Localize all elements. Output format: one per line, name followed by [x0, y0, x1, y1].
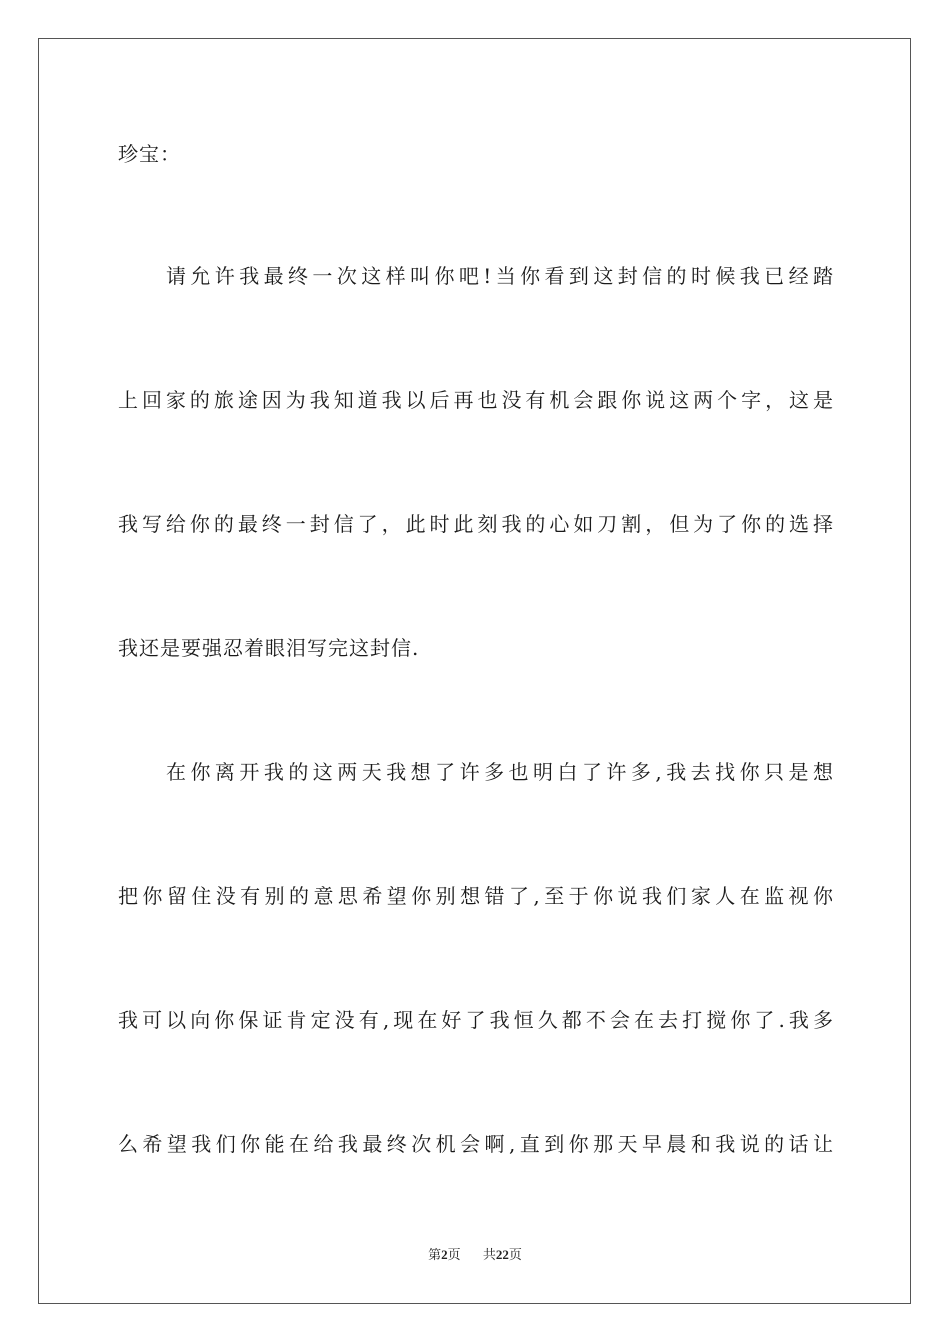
page-footer: [0, 1246, 950, 1265]
total-prefix: 共: [482, 1248, 496, 1263]
paragraph-2-line-4: 么希望我们你能在给我最终次机会啊,直到你那天早晨和我说的话让: [118, 1132, 834, 1156]
page-border: [38, 38, 911, 1304]
paragraph-1-line-2: 上回家的旅途因为我知道我以后再也没有机会跟你说这两个字，这是: [118, 388, 834, 412]
total-page-count: 22: [495, 1247, 509, 1262]
paragraph-2-line-3: 我可以向你保证肯定没有,现在好了我恒久都不会在去打搅你了.我多: [118, 1008, 834, 1032]
paragraph-1-line-3: 我写给你的最终一封信了，此时此刻我的心如刀割，但为了你的选择: [118, 512, 834, 536]
page-suffix: 页: [447, 1248, 461, 1263]
paragraph-2-line-2: 把你留住没有别的意思希望你别想错了,至于你说我们家人在监视你: [118, 884, 834, 908]
page-prefix: 第: [428, 1248, 442, 1263]
paragraph-1-line-4: 我还是要强忍着眼泪写完这封信.: [118, 636, 420, 660]
salutation: 珍宝：: [118, 142, 181, 166]
current-page-number: 2: [441, 1247, 448, 1262]
paragraph-2-line-1: 在你离开我的这两天我想了许多也明白了许多,我去找你只是想: [166, 760, 834, 784]
paragraph-1-line-1: 请允许我最终一次这样叫你吧!当你看到这封信的时候我已经踏: [166, 264, 834, 288]
total-suffix: 页: [508, 1248, 522, 1263]
